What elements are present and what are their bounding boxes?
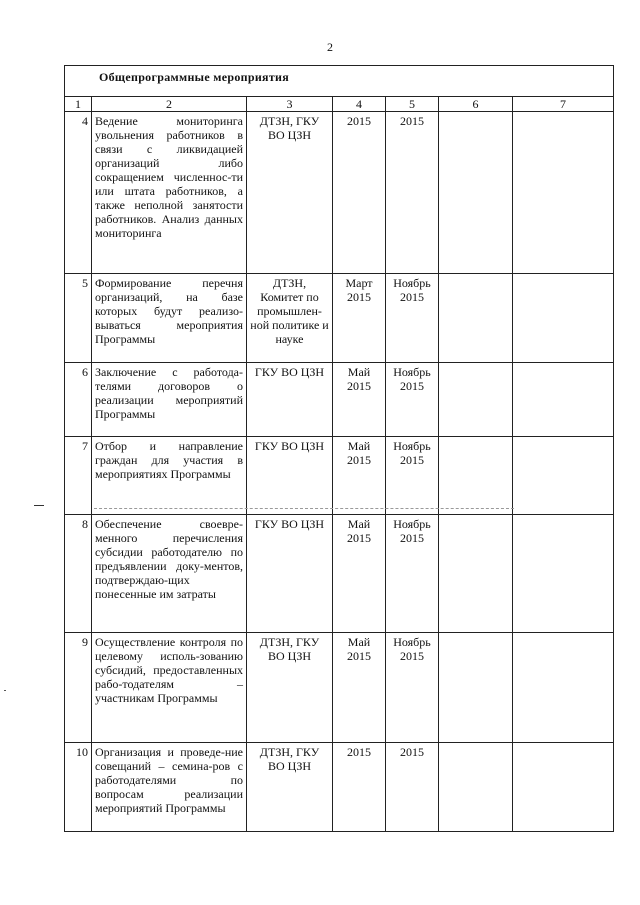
table-row xyxy=(65,274,614,363)
event-description: Отбор и направление граждан для участия в мероприятиях Программы xyxy=(92,437,247,515)
end-date: Ноябрь 2015 xyxy=(386,515,439,633)
start-date: Март 2015 xyxy=(333,274,386,363)
column-number: 5 xyxy=(386,97,439,112)
table-row xyxy=(65,363,614,437)
event-description: Формирование перечня организаций, на базе которых будут реализо-вываться мероприятия Программы xyxy=(92,274,247,363)
column-number: 6 xyxy=(439,97,513,112)
column-7-cell xyxy=(513,633,614,743)
table-row xyxy=(65,437,614,515)
column-6-cell xyxy=(439,515,513,633)
column-7-cell xyxy=(513,112,614,274)
executor: ДТЗН, Комитет по промышлен-ной политике и науке xyxy=(247,274,333,363)
executor: ДТЗН, ГКУ ВО ЦЗН xyxy=(247,743,333,832)
end-date: 2015 xyxy=(386,743,439,832)
end-date: Ноябрь 2015 xyxy=(386,274,439,363)
end-date: 2015 xyxy=(386,112,439,274)
start-date: Май 2015 xyxy=(333,363,386,437)
end-date: Ноябрь 2015 xyxy=(386,363,439,437)
scan-dashed-line xyxy=(94,508,514,509)
column-numbers-row xyxy=(65,97,614,112)
column-7-cell xyxy=(513,743,614,832)
section-title: Общепрограммные мероприятия xyxy=(99,70,290,84)
row-number: 5 xyxy=(65,274,92,363)
column-number: 7 xyxy=(513,97,614,112)
margin-dash xyxy=(34,505,44,506)
start-date: 2015 xyxy=(333,743,386,832)
row-number: 7 xyxy=(65,437,92,515)
table-row xyxy=(65,633,614,743)
row-number: 9 xyxy=(65,633,92,743)
start-date: Май 2015 xyxy=(333,437,386,515)
row-number: 4 xyxy=(65,112,92,274)
event-description: Ведение мониторинга увольнения работников в связи с ликвидацией организаций либо сокращением численнос-ти или штата работников, а также неполной занятости работников. Анализ данных мониторинга xyxy=(92,112,247,274)
column-6-cell xyxy=(439,112,513,274)
column-7-cell xyxy=(513,515,614,633)
event-description: Организация и проведе-ние совещаний – семина-ров с работодателями по вопросам реализации мероприятий Программы xyxy=(92,743,247,832)
column-number: 3 xyxy=(247,97,333,112)
column-6-cell xyxy=(439,743,513,832)
executor: ДТЗН, ГКУ ВО ЦЗН xyxy=(247,112,333,274)
row-number: 6 xyxy=(65,363,92,437)
executor: ДТЗН, ГКУ ВО ЦЗН xyxy=(247,633,333,743)
start-date: Май 2015 xyxy=(333,515,386,633)
column-6-cell xyxy=(439,363,513,437)
column-7-cell xyxy=(513,274,614,363)
start-date: Май 2015 xyxy=(333,633,386,743)
column-6-cell xyxy=(439,633,513,743)
event-description: Обеспечение своевре-менного перечисления субсидии работодателю по предъявлении доку-ментов, подтверждаю-щих понесенные им затраты xyxy=(92,515,247,633)
row-number: 10 xyxy=(65,743,92,832)
executor: ГКУ ВО ЦЗН xyxy=(247,437,333,515)
table-row xyxy=(65,112,614,274)
column-number: 4 xyxy=(333,97,386,112)
page-number: 2 xyxy=(327,40,333,54)
table-row xyxy=(65,743,614,832)
margin-mark xyxy=(4,690,6,691)
row-number: 8 xyxy=(65,515,92,633)
section-header-row xyxy=(65,66,614,97)
executor: ГКУ ВО ЦЗН xyxy=(247,515,333,633)
column-7-cell xyxy=(513,437,614,515)
column-6-cell xyxy=(439,274,513,363)
end-date: Ноябрь 2015 xyxy=(386,633,439,743)
column-7-cell xyxy=(513,363,614,437)
end-date: Ноябрь 2015 xyxy=(386,437,439,515)
start-date: 2015 xyxy=(333,112,386,274)
table-row xyxy=(65,515,614,633)
column-number: 2 xyxy=(92,97,247,112)
column-6-cell xyxy=(439,437,513,515)
events-table xyxy=(64,65,614,832)
column-number: 1 xyxy=(65,97,92,112)
event-description: Заключение с работода-телями договоров о реализации мероприятий Программы xyxy=(92,363,247,437)
executor: ГКУ ВО ЦЗН xyxy=(247,363,333,437)
event-description: Осуществление контроля по целевому исполь-зованию субсидий, предоставленных рабо-тодателям – участникам Программы xyxy=(92,633,247,743)
